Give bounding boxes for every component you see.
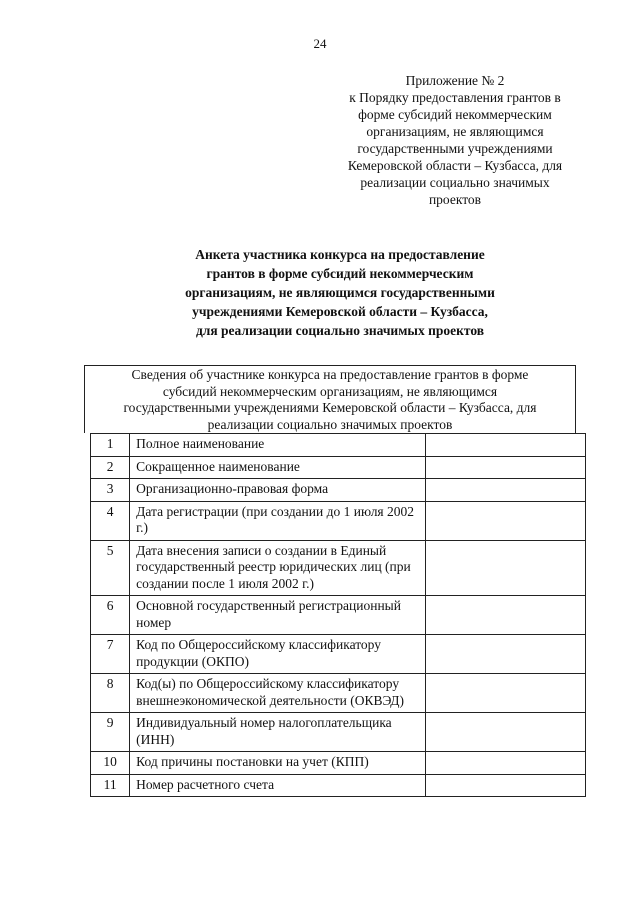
row-label: Код причины постановки на учет (КПП) [130,752,426,775]
document-title [140,245,540,340]
appendix-line: к Порядку предоставления грантов в [349,90,561,105]
row-number: 6 [91,596,130,635]
row-value-cell[interactable] [426,635,586,674]
title-line: грантов в форме субсидий некоммерческим [206,266,474,281]
row-label: Код(ы) по Общероссийскому классификатору внешнеэкономической деятельности (ОКВЭД) [130,674,426,713]
row-value-cell[interactable] [426,479,586,502]
section-header [84,365,576,433]
row-value-cell[interactable] [426,774,586,797]
appendix-line: Приложение № 2 [405,73,505,88]
row-number: 7 [91,635,130,674]
title-line: Анкета участника конкурса на предоставление [195,247,485,262]
row-value-cell[interactable] [426,713,586,752]
row-label: Номер расчетного счета [130,774,426,797]
row-label: Полное наименование [130,434,426,457]
appendix-header [330,72,580,208]
title-line: учреждениями Кемеровской области – Кузбасса, [192,304,488,319]
row-value-cell[interactable] [426,752,586,775]
table-row [91,674,586,713]
section-header-line: государственными учреждениями Кемеровской области – Кузбасса, для [123,400,537,415]
table-row [91,540,586,596]
row-label: Основной государственный регистрационный номер [130,596,426,635]
table-row [91,479,586,502]
section-header-line: Сведения об участнике конкурса на предоставление грантов в форме [131,367,529,382]
row-value-cell[interactable] [426,456,586,479]
table-row [91,713,586,752]
table-row [91,596,586,635]
table-row [91,635,586,674]
table-row [91,501,586,540]
table-row [91,456,586,479]
row-number: 3 [91,479,130,502]
page-number: 24 [313,36,327,51]
appendix-line: проектов [428,192,482,207]
section-header-line: реализации социально значимых проектов [207,416,453,432]
row-label: Сокращенное наименование [130,456,426,479]
row-label: Организационно-правовая форма [130,479,426,502]
row-value-cell[interactable] [426,674,586,713]
row-number: 9 [91,713,130,752]
row-label: Дата регистрации (при создании до 1 июля 2002 г.) [130,501,426,540]
row-value-cell[interactable] [426,501,586,540]
row-number: 1 [91,434,130,457]
participant-info-table [90,433,586,797]
row-label: Индивидуальный номер налогоплательщика (ИНН) [130,713,426,752]
row-number: 11 [91,774,130,797]
row-number: 4 [91,501,130,540]
table-row [91,752,586,775]
row-value-cell[interactable] [426,540,586,596]
title-line: для реализации социально значимых проектов [195,323,485,338]
row-label: Код по Общероссийскому классификатору продукции (ОКПО) [130,635,426,674]
row-value-cell[interactable] [426,434,586,457]
row-number: 10 [91,752,130,775]
row-label: Дата внесения записи о создании в Единый государственный реестр юридических лиц (при создании после 1 июля 2002 г.) [130,540,426,596]
section-header-line: субсидий некоммерческим организациям, не являющимся [162,383,498,399]
appendix-line: форме субсидий некоммерческим [358,107,552,122]
row-number: 8 [91,674,130,713]
row-number: 2 [91,456,130,479]
appendix-line: государственными учреждениями [357,141,553,156]
appendix-line: организациям, не являющимся [366,124,544,139]
table-row [91,434,586,457]
row-value-cell[interactable] [426,596,586,635]
appendix-line: Кемеровской области – Кузбасса, для [347,158,563,173]
table-row [91,774,586,797]
appendix-line: реализации социально значимых [360,175,550,190]
title-line: организациям, не являющимся государственными [185,285,495,300]
row-number: 5 [91,540,130,596]
